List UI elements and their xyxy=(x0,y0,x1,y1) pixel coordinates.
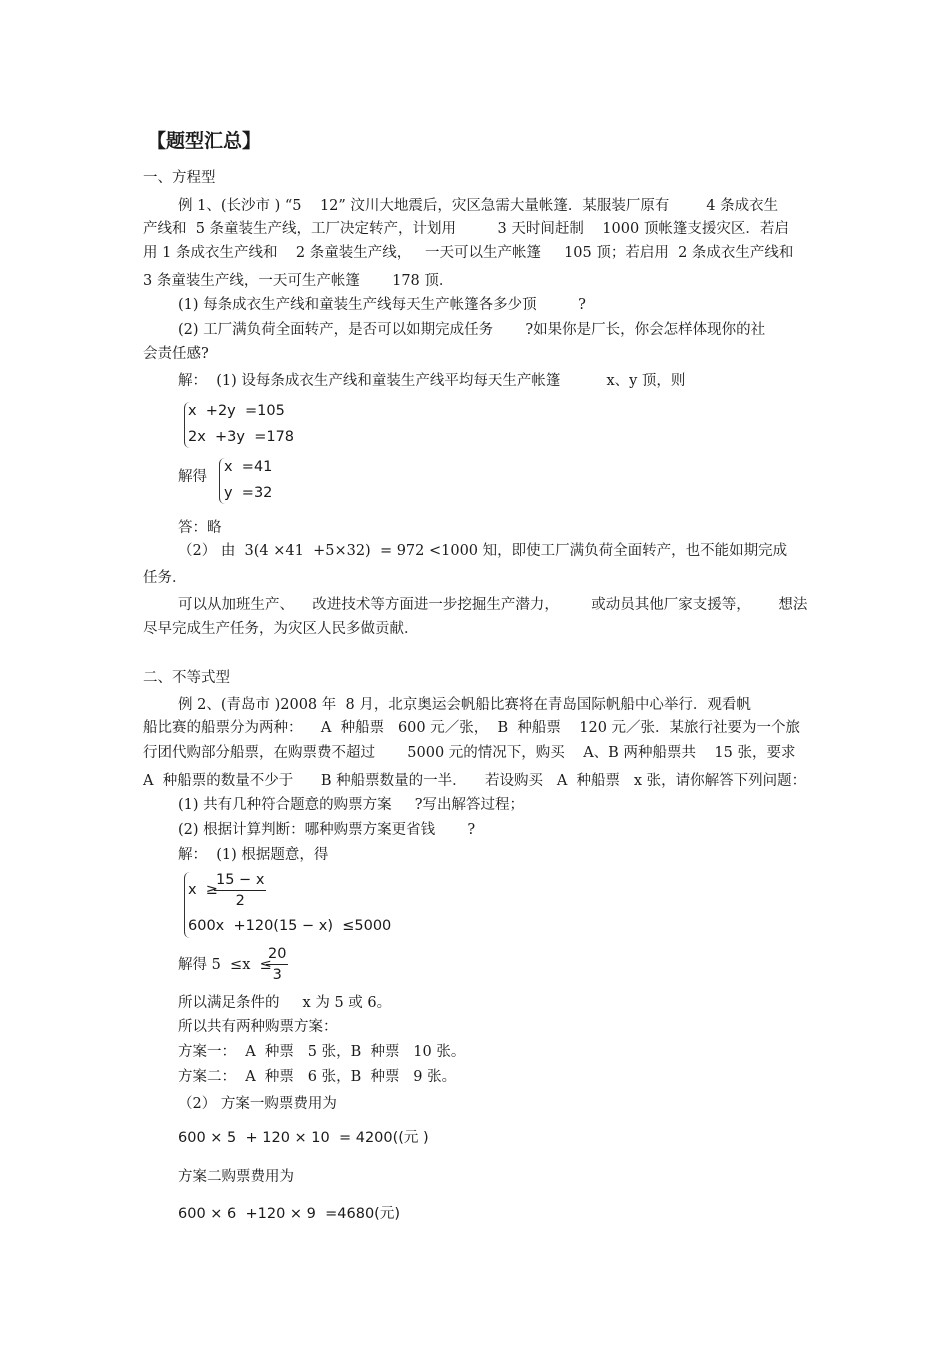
answer-1: 答：略 xyxy=(178,520,222,536)
solution-x: x =41 xyxy=(224,459,273,475)
solution-y: y =32 xyxy=(224,485,273,501)
question-1-2-line-2: 会责任感? xyxy=(143,346,209,362)
example-2-line-2: 船比赛的船票分为两种： A 种船票 600 元／张， B 种船票 120 元／张．某旅行社要为一个旅 xyxy=(143,720,801,736)
solved-range-fraction xyxy=(266,947,288,982)
question-1-1: (1) 每条成衣生产线和童装生产线每天生产帐篷各多少顶 ? xyxy=(178,297,586,313)
inequality-1-lhs: x ≥ xyxy=(188,882,218,898)
equation-1: x +2y =105 xyxy=(188,403,285,419)
solution-2-intro: 解： (1) 根据题意，得 xyxy=(178,847,329,863)
plan-1: 方案一： A 种票 5 张，B 种票 10 张。 xyxy=(178,1044,466,1060)
suggestion-line-1: 可以从加班生产、 改进技术等方面进一步挖掘生产潜力， 或动员其他厂家支援等， 想法 xyxy=(178,597,808,613)
solved-label: 解得 xyxy=(178,469,207,485)
example-1-line-2: 产线和 5 条童装生产线，工厂决定转产，计划用 3 天时间赶制 1000 顶帐篷支援灾区．若启 xyxy=(143,221,789,237)
plan-2: 方案二： A 种票 6 张，B 种票 9 张。 xyxy=(178,1069,457,1085)
section-heading-inequality: 二、不等式型 xyxy=(143,670,230,686)
question-2-1: (1) 共有几种符合题意的购票方案 ?写出解答过程； xyxy=(178,797,524,813)
conclusion-line-2: 所以共有两种购票方案： xyxy=(178,1019,338,1035)
part-2-cost-intro: （2） 方案一购票费用为 xyxy=(178,1096,337,1112)
example-2-line-3: 行团代购部分船票，在购票费不超过 5000 元的情况下，购买 A、B 两种船票共 15 张，要求 xyxy=(143,745,796,761)
equation-2: 2x +3y =178 xyxy=(188,429,295,445)
fraction-numerator: 15 − x xyxy=(214,873,266,891)
fraction-numerator: 20 xyxy=(266,947,288,965)
solution-1-intro: 解： (1) 设每条成衣生产线和童装生产线平均每天生产帐篷 x、y 顶，则 xyxy=(178,373,686,389)
solved-range-lhs: 解得 5 ≤x ≤ xyxy=(178,957,272,973)
section-heading-equation: 一、方程型 xyxy=(143,170,216,186)
cost-plan-2-label: 方案二购票费用为 xyxy=(178,1169,294,1185)
cost-plan-1: 600 × 5 + 120 × 10 = 4200((元 ) xyxy=(178,1130,429,1146)
question-2-2: (2) 根据计算判断：哪种购票方案更省钱 ? xyxy=(178,822,476,838)
example-1-line-4: 3 条童装生产线，一天可生产帐篷 178 顶． xyxy=(143,273,454,289)
part-2-line-2: 任务． xyxy=(143,570,187,586)
example-2-line-4: A 种船票的数量不少于 B 种船票数量的一半． 若设购买 A 种船票 x 张，请你解答下列问题： xyxy=(143,773,807,789)
question-1-2-line-1: (2) 工厂满负荷全面转产，是否可以如期完成任务 ?如果你是厂长，你会怎样体现你的社 xyxy=(178,322,766,338)
part-2-line-1: （2） 由 3(4 ×41 +5×32) = 972 <1000 知，即使工厂满负荷全面转产，也不能如期完成 xyxy=(178,543,788,559)
example-2-line-1: 例 2、(青岛市 )2008 年 8 月，北京奥运会帆船比赛将在青岛国际帆船中心举行．观看帆 xyxy=(178,697,751,713)
fraction-denominator: 3 xyxy=(272,966,282,983)
conclusion-line-1: 所以满足条件的 x 为 5 或 6。 xyxy=(178,995,392,1011)
fraction-denominator: 2 xyxy=(235,892,245,909)
inequality-2: 600x +120(15 − x) ≤5000 xyxy=(188,918,392,934)
page-title: 【题型汇总】 xyxy=(147,130,262,152)
inequality-1-fraction xyxy=(214,873,266,908)
example-1-line-1: 例 1、(长沙市 ) “5 12” 汶川大地震后，灾区急需大量帐篷．某服装厂原有 4 条成衣生 xyxy=(178,198,779,214)
example-1-line-3: 用 1 条成衣生产线和 2 条童装生产线， 一天可以生产帐篷 105 顶；若启用 2 条成衣生产线和 xyxy=(143,245,794,261)
cost-plan-2: 600 × 6 +120 × 9 =4680(元) xyxy=(178,1206,400,1222)
suggestion-line-2: 尽早完成生产任务，为灾区人民多做贡献． xyxy=(143,621,419,637)
